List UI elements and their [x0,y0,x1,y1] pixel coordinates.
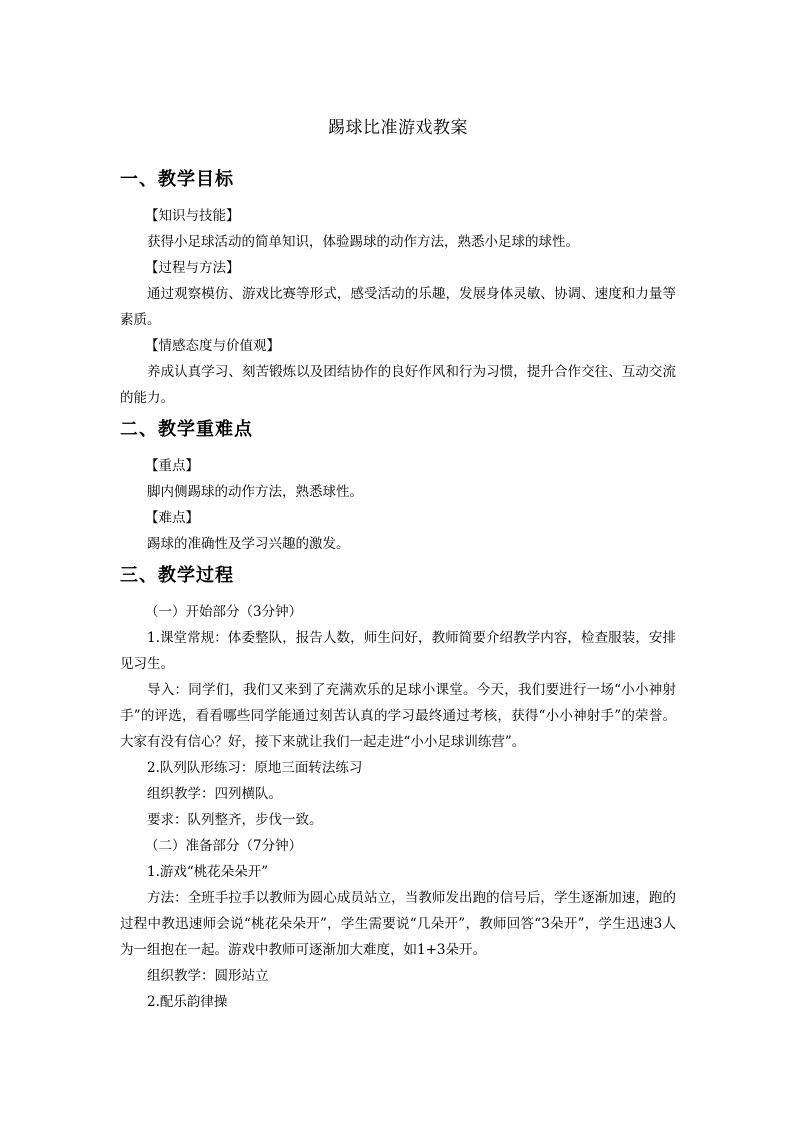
document-body [120,116,676,1015]
part1-title: （一）开始部分（3分钟） [145,604,303,620]
game-method: 方法：全班手拉手以教师为圆心成员站立，当教师发出跑的信号后，学生逐渐加速，跑的过程中教迅速师会说“桃花朵朵开”，学生需要说“几朵开”，教师回答“3朵开”，学生迅速3人为一组抱在一起。游戏中教师可逐渐加大难度，如1+3朵开。 [120,890,676,958]
requirement-1: 要求：队列整齐，步伐一致。 [147,812,323,828]
difficult-text: 踢球的准确性及学习兴趣的激发。 [147,536,350,552]
section-heading-objectives: 一、教学目标 [120,169,234,190]
rhythm-item: 2.配乐韵律操 [147,994,228,1010]
key-label: 【重点】 [145,458,199,474]
game-title: 1.游戏“桃花朵朵开” [147,864,269,880]
organization-1: 组织教学：四列横队。 [147,786,282,802]
routine-item: 1.课堂常规：体委整队，报告人数，师生问好，教师简要介绍教学内容，检查服装，安排见习生。 [120,630,676,672]
section-heading-key-points: 二、教学重难点 [120,419,253,440]
part2-title: （二）准备部分（7分钟） [145,838,303,854]
knowledge-label: 【知识与技能】 [145,208,240,224]
process-text: 通过观察模仿、游戏比赛等形式，感受活动的乐趣，发展身体灵敏、协调、速度和力量等素质。 [120,286,676,328]
organization-2: 组织教学：圆形站立 [147,968,269,984]
emotion-text: 养成认真学习、刻苦锻炼以及团结协作的良好作风和行为习惯，提升合作交往、互动交流的能力。 [120,364,676,406]
intro-text: 导入：同学们，我们又来到了充满欢乐的足球小课堂。今天，我们要进行一场“小小神射手”的评选，看看哪些同学能通过刻苦认真的学习最终通过考核，获得“小小神射手”的荣誉。大家有没有信心？好，接下来就让我们一起走进“小小足球训练营”。 [120,682,676,750]
section-heading-process: 三、教学过程 [120,565,234,586]
emotion-label: 【情感态度与价值观】 [145,338,280,354]
formation-item: 2.队列队形练习：原地三面转法练习 [147,760,363,776]
document-title: 踢球比准游戏教案 [328,118,468,138]
process-label: 【过程与方法】 [145,260,240,276]
key-text: 脚内侧踢球的动作方法，熟悉球性。 [147,484,363,500]
knowledge-text: 获得小足球活动的简单知识，体验踢球的动作方法，熟悉小足球的球性。 [147,234,579,250]
difficult-label: 【难点】 [145,510,199,526]
